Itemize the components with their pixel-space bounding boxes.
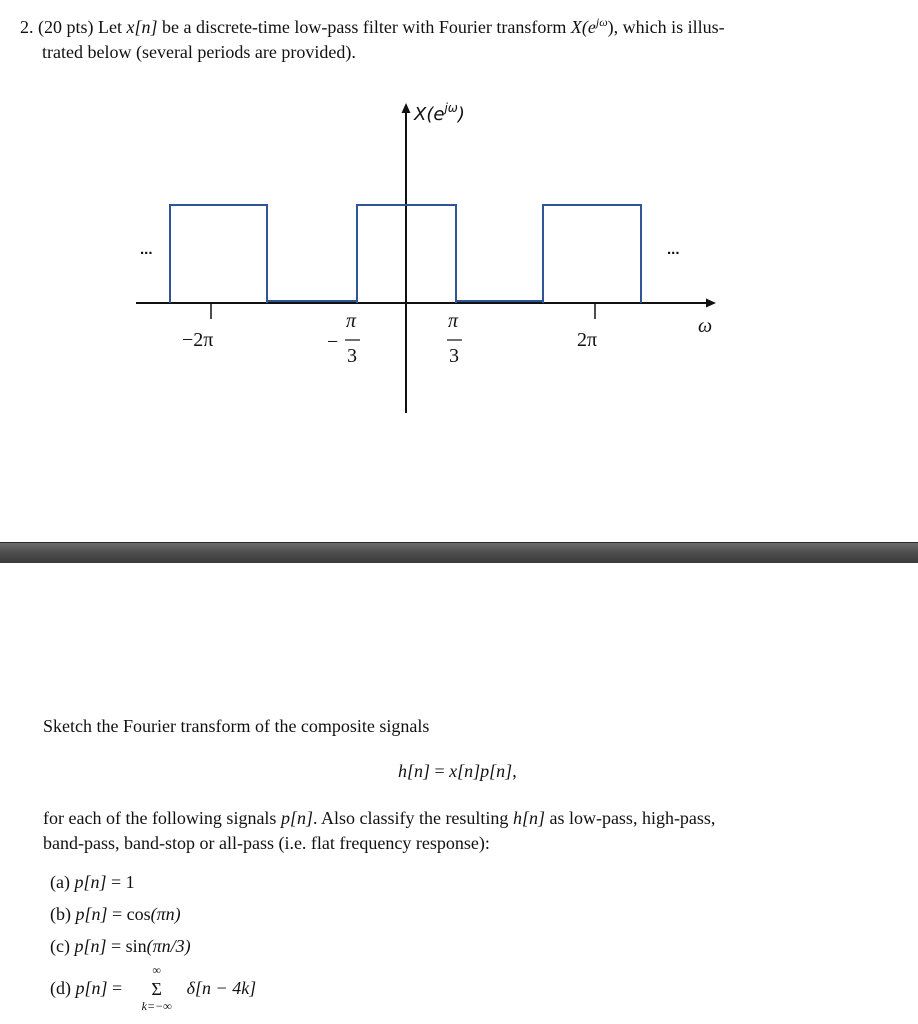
ellipsis-right: ...	[667, 241, 680, 258]
classify-post1: . Also classify the resulting	[312, 808, 513, 828]
intro-prefix: 2. (20 pts) Let	[20, 17, 127, 37]
part-c-eq: =	[106, 936, 126, 956]
part-a-lhs: p[n]	[74, 872, 107, 892]
part-d	[50, 963, 257, 1014]
jw-superscript: jω	[595, 15, 608, 29]
ellipsis-left: ...	[140, 241, 153, 258]
classify-post2: as low-pass, high-pass,	[544, 808, 716, 828]
ejw-close: )	[607, 17, 614, 37]
tick-label-neg-pi3-den: 3	[347, 345, 357, 367]
ejw-open: (e	[581, 17, 596, 37]
classify-pre: for each of the following signals	[43, 808, 281, 828]
tick-label-pos-pi3-den: 3	[449, 345, 459, 367]
part-c	[50, 936, 191, 957]
equation-lhs: h[n]	[398, 761, 431, 781]
part-c-arg: (πn/3)	[146, 936, 191, 956]
part-d-eq: =	[107, 978, 127, 998]
part-a-label: (a)	[50, 872, 75, 892]
y-label-sup: jω	[444, 101, 458, 115]
part-c-lhs: p[n]	[74, 936, 107, 956]
equation-equals: =	[430, 761, 450, 781]
page-divider	[0, 542, 918, 563]
intro-suffix: , which is illus-	[613, 17, 725, 37]
sum-lower-limit: k=−∞	[141, 999, 172, 1014]
sketch-instruction: Sketch the Fourier transform of the composite signals	[43, 716, 430, 736]
classify-line-2: band-pass, band-stop or all-pass (i.e. flat frequency response):	[43, 833, 490, 853]
part-d-term: δ[n − 4k]	[186, 978, 257, 998]
problem-statement	[20, 10, 900, 65]
y-label-X: X(e	[414, 104, 445, 125]
y-axis-label	[413, 101, 465, 125]
tick-label-neg-pi3-num: π	[346, 310, 357, 332]
part-b	[50, 904, 181, 925]
composite-signal-equation	[398, 761, 517, 782]
part-b-eq: =	[107, 904, 127, 924]
x-axis-label: ω	[698, 315, 713, 337]
classify-pn: p[n]	[280, 808, 313, 828]
tick-label-neg-2pi: −2π	[182, 329, 214, 351]
part-b-lhs: p[n]	[75, 904, 108, 924]
tick-label-neg-pi3-sign: −	[327, 331, 339, 353]
part-c-fn: sin	[125, 936, 147, 956]
tick-label-pos-pi3-num: π	[448, 310, 459, 332]
part-b-arg: (πn)	[150, 904, 181, 924]
part-d-label: (d)	[50, 978, 76, 998]
intro-middle: be a discrete-time low-pass filter with Fourier transform	[157, 17, 571, 37]
part-b-fn: cos	[126, 904, 151, 924]
tick-label-pos-2pi: 2π	[577, 329, 598, 351]
intro-line-2: trated below (several periods are provided).	[42, 42, 356, 62]
classify-hn: h[n]	[512, 808, 545, 828]
xn-symbol: x[n]	[126, 17, 158, 37]
summation	[127, 963, 187, 1014]
part-c-label: (c)	[50, 936, 75, 956]
part-a-eq: =	[106, 872, 126, 892]
pulse-at-neg-2pi	[170, 205, 267, 303]
classify-instruction	[43, 806, 903, 856]
part-b-label: (b)	[50, 904, 76, 924]
equation-rhs: x[n]p[n]	[449, 761, 513, 781]
pulse-at-2pi	[543, 205, 641, 303]
X-symbol: X	[570, 17, 582, 37]
part-d-lhs: p[n]	[75, 978, 108, 998]
sum-symbol: Σ	[151, 979, 162, 1000]
y-label-close: )	[457, 104, 465, 125]
magnitude-axis-arrow	[402, 103, 411, 113]
fourier-transform-figure	[0, 90, 918, 420]
sum-upper-limit: ∞	[152, 963, 161, 978]
part-a	[50, 872, 135, 893]
part-a-rhs: 1	[125, 872, 135, 892]
equation-end: ,	[512, 761, 517, 781]
omega-axis-arrow	[706, 299, 716, 308]
